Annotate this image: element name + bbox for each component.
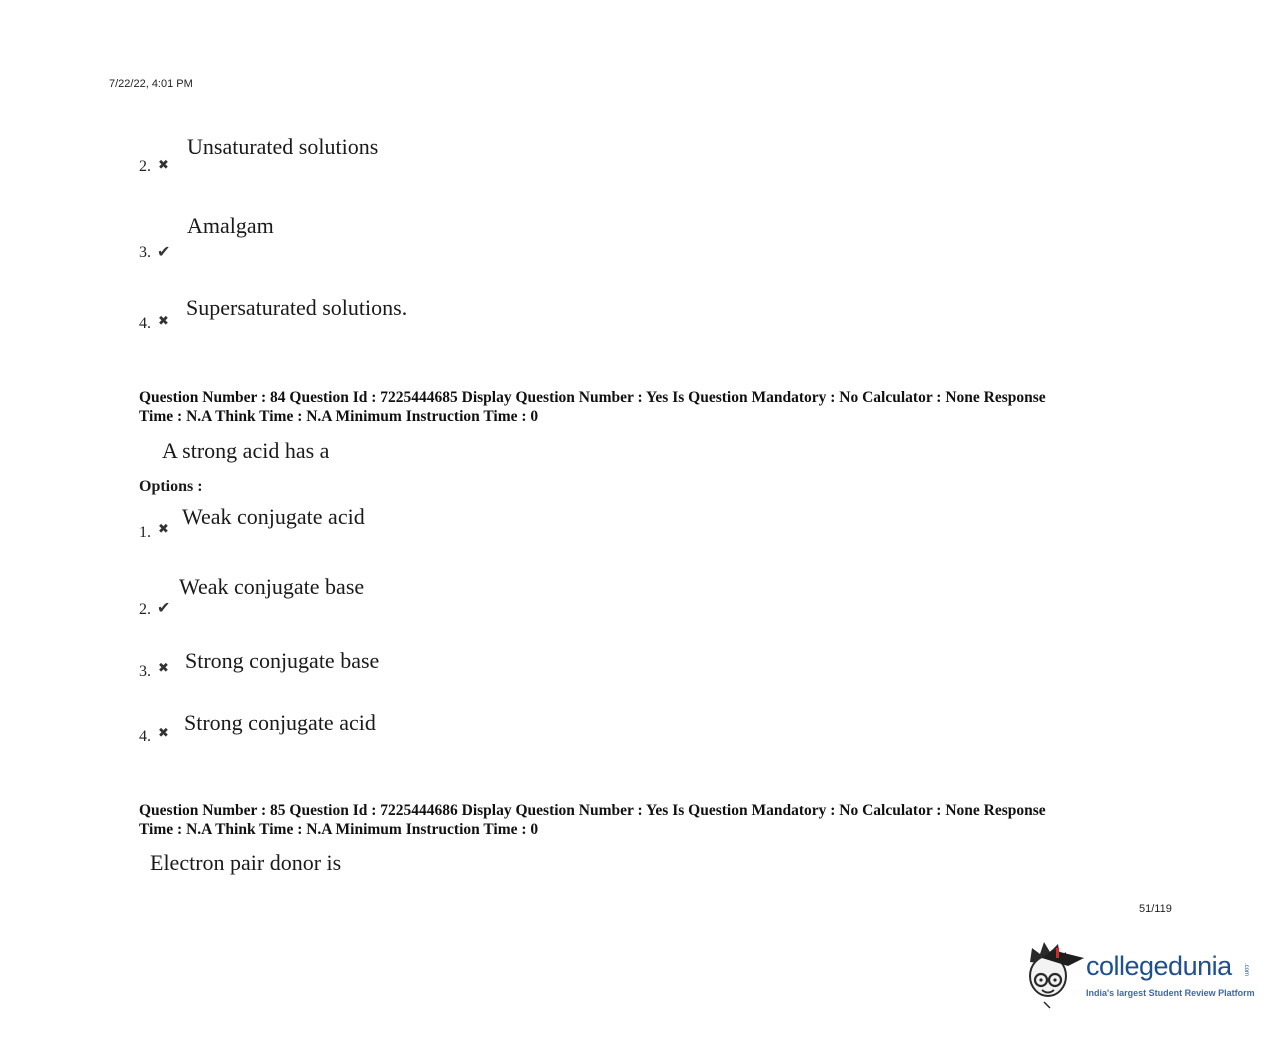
options-label: Options : xyxy=(139,478,203,495)
mascot-icon xyxy=(1022,938,1086,1010)
page-number: 51/119 xyxy=(1139,903,1172,915)
option-text: Strong conjugate acid xyxy=(184,710,376,735)
check-icon: ✔ xyxy=(157,600,171,617)
question-text: A strong acid has a xyxy=(162,438,330,463)
cross-icon: ✖ xyxy=(158,660,169,675)
option-number: 3. xyxy=(139,244,151,261)
option-number: 1. xyxy=(139,524,151,541)
option-number: 3. xyxy=(139,663,151,680)
cross-icon: ✖ xyxy=(158,725,169,740)
print-timestamp: 7/22/22, 4:01 PM xyxy=(109,78,193,90)
check-icon: ✔ xyxy=(157,244,171,261)
question-meta-line: Time : N.A Think Time : N.A Minimum Instruction Time : 0 xyxy=(139,408,539,425)
option-number: 4. xyxy=(139,728,151,745)
option-text: Supersaturated solutions. xyxy=(186,295,408,320)
option-text: Unsaturated solutions xyxy=(187,134,379,159)
option-text: Weak conjugate base xyxy=(179,574,365,599)
question-text: Electron pair donor is xyxy=(150,850,342,875)
question-meta-line: Question Number : 84 Question Id : 7225444685 Display Question Number : Yes Is Question Mandatory : No Calculator : None Response xyxy=(139,389,1046,406)
question-meta xyxy=(139,388,1169,426)
question-meta xyxy=(139,801,1169,839)
cross-icon: ✖ xyxy=(158,157,169,172)
option-number: 4. xyxy=(139,315,151,332)
logo-tagline: India's largest Student Review Platform xyxy=(1086,988,1255,998)
option-number: 2. xyxy=(139,601,151,618)
option-text: Amalgam xyxy=(187,213,274,238)
option-text: Weak conjugate acid xyxy=(182,504,365,529)
logo-wordmark: collegedunia xyxy=(1086,951,1232,981)
question-meta-line: Time : N.A Think Time : N.A Minimum Instruction Time : 0 xyxy=(139,821,539,838)
cross-icon: ✖ xyxy=(158,521,169,536)
question-meta-line: Question Number : 85 Question Id : 7225444686 Display Question Number : Yes Is Question Mandatory : No Calculator : None Response xyxy=(139,802,1046,819)
option-text: Strong conjugate base xyxy=(185,648,380,673)
option-number: 2. xyxy=(139,158,151,175)
logo-com-suffix: .com xyxy=(1243,963,1249,977)
cross-icon: ✖ xyxy=(158,313,169,328)
